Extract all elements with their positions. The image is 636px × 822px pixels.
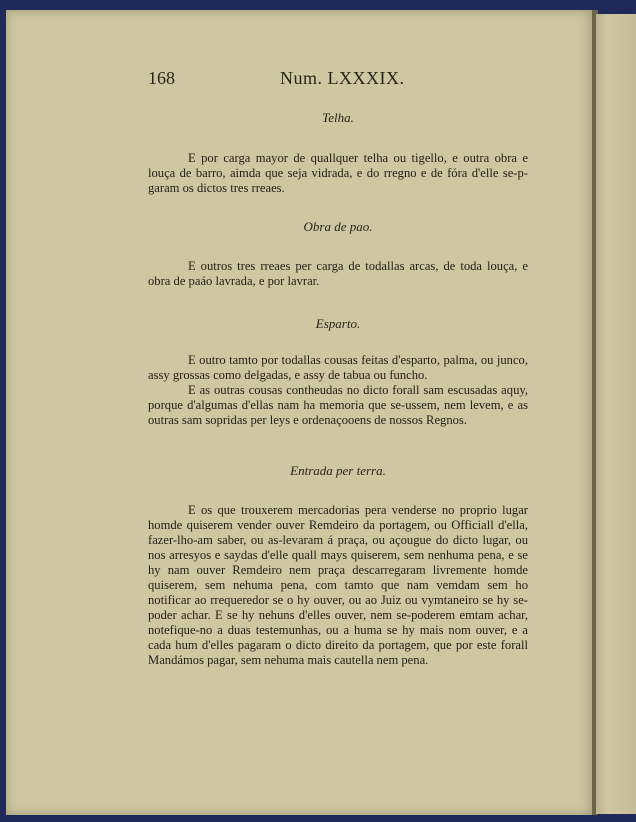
paragraph: E por carga mayor de quallquer telha ou tigello, e outra obra e louça de barro, aimda que seja vidrada, e do rregno e de fóra d'elle se-p-garam os dictos tres rreaes. xyxy=(148,151,528,195)
section-heading-telha: Telha. xyxy=(322,110,354,125)
facing-page-edge xyxy=(596,14,636,814)
section-heading-esparto: Esparto. xyxy=(315,316,361,331)
paragraph: E as outras cousas contheudas no dicto forall sam escusadas aquy, porque d'algumas d'ellas nam ha memoria que se-ussem, nem levem, e as outras sam sopridas per leys e ordenaçooens de nossos Regnos. xyxy=(148,383,528,427)
page-number: 168 xyxy=(148,68,175,88)
section-heading-obra-de-pao: Obra de pao. xyxy=(303,219,373,234)
running-title: Num. LXXXIX. xyxy=(280,68,405,88)
section-text-telha xyxy=(148,151,528,196)
paragraph: E outros tres rreaes per carga de todallas arcas, de toda louça, e obra de paáo lavrada, e por lavrar. xyxy=(148,259,528,288)
paragraph: E outro tamto por todallas cousas feitas d'esparto, palma, ou junco, assy grossas como delgadas, e assy de tabua ou funcho. xyxy=(148,353,528,382)
section-text-esparto xyxy=(148,353,528,428)
section-text-obra-de-pao xyxy=(148,259,528,289)
paragraph: E os que trouxerem mercadorias pera venderse no proprio lugar homde quiserem vender ouver Remdeiro da portagem, ou Officiall d'ella, fazer-lho-am saber, ou as-levaram á praça, ou açougue do dicto lugar, ou nos arresyos e saydas d'elle quall mays quiserem, sem nenhuma pena, e se hy nam ouver Remdeiro nem praça descarregaram livremente homde quiserem, sem nehuma pena, com tamto que nam vemdam sem ho notificar ao rrequeredor se o hy ouver, ou ao Juiz ou vymtaneiro se hy se-poder achar. E se hy nehuns d'elles ouver, nem se-poderem emtam achar, notefique-no a duas testemunhas, ou a huma se hy mais nom ouver, e a cada hum d'elles pagaram o dicto direito da portagem, que por este forall Mandámos pagar, sem nehuma mais cautella nem pena. xyxy=(148,503,528,667)
section-text-entrada-per-terra xyxy=(148,503,528,668)
section-heading-entrada-per-terra: Entrada per terra. xyxy=(290,463,386,478)
